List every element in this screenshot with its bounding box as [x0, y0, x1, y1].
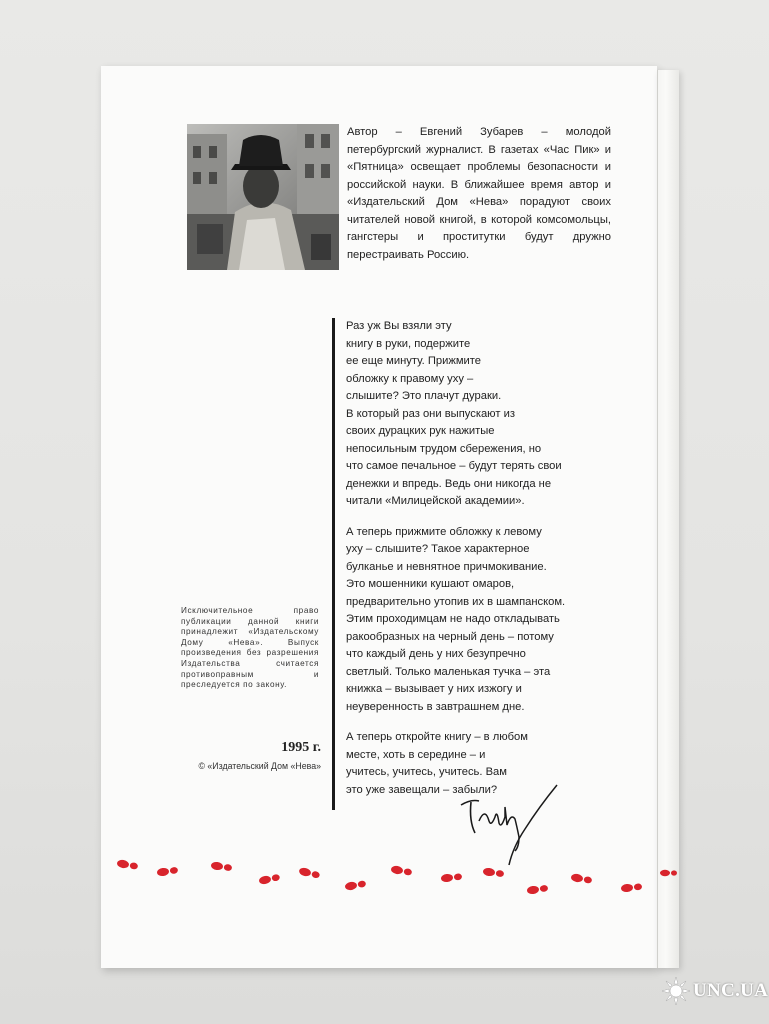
footprint — [483, 867, 505, 878]
author-photo-image — [187, 124, 339, 270]
blurb-line: это уже завещали – забыли? — [346, 783, 498, 796]
blurb-line: своих дурацких рук нажитые — [346, 425, 495, 437]
footprint — [570, 873, 592, 885]
footprint — [344, 879, 366, 891]
footprint — [157, 866, 179, 877]
blurb-line: уху – слышите? Такое характерное — [346, 543, 530, 555]
blurb-paragraph — [346, 524, 621, 717]
blurb-line: ракообразных на черный день – потому — [346, 630, 554, 643]
footprint — [527, 884, 549, 895]
blurb-line: читали «Милицейской академии». — [346, 495, 525, 507]
blurb-line: А теперь прижмите обложку к левому — [346, 525, 542, 538]
book-spine — [657, 70, 679, 968]
blurb-line: Раз уж Вы взяли эту — [346, 320, 452, 332]
blurb-line: месте, хоть в середине – и — [346, 748, 486, 761]
blurb-line: что самое печальное – будут терять свои — [346, 460, 562, 472]
book-back-cover — [101, 66, 657, 968]
footprints-decoration — [101, 836, 657, 916]
footprint — [298, 867, 320, 880]
publication-year: 1995 г. — [281, 740, 321, 755]
blurb-line: книжка – вызывает у них изжогу и — [346, 683, 522, 695]
blurb-line: А теперь откройте книгу – в любом — [346, 731, 528, 743]
footprint — [258, 873, 280, 885]
publisher-name: © «Издательский Дом «Нева» — [198, 761, 321, 771]
sun-logo-icon — [661, 976, 691, 1006]
footprint — [116, 859, 138, 871]
blurb-line: булканье и невнятное причмокивание. — [346, 560, 547, 573]
blurb-line: В который раз они выпускают из — [346, 407, 515, 420]
author-photo — [187, 124, 339, 270]
vertical-divider — [332, 318, 335, 810]
blurb-line: книгу в руки, подержите — [346, 337, 471, 350]
blurb-line: Это мошенники кушают омаров, — [346, 578, 515, 590]
blurb-line: Этим проходимцам не надо откладывать — [346, 613, 560, 625]
footprint — [441, 872, 463, 882]
blurb-line: предварительно утопив их в шампанском. — [346, 595, 566, 608]
blurb-line: непосильным трудом сбережения, но — [346, 442, 542, 455]
spine-footprint — [659, 863, 681, 883]
footprint — [390, 865, 412, 877]
author-bio: Автор – Евгений Зубарев – молодой петербургский журналист. В газетах «Час Пик» и «Пятница» освещает проблемы безопасности и российской науки. В ближайшее время автор и «Издательский Дом «Нева» порадуют своих читателей новой книгой, в которой комсомольцы, гангстеры и проститутки будут дружно перестраивать Россию. — [347, 126, 611, 261]
blurb-line: денежки и впредь. Ведь они никогда не — [346, 477, 552, 490]
blurb-line: учитесь, учитесь, учитесь. Вам — [346, 766, 507, 778]
watermark-text: UNC.UA — [693, 980, 769, 1001]
blurb-line: слышите? Это плачут дураки. — [346, 390, 502, 402]
footprint — [211, 861, 233, 872]
blurb-line: что каждый день у них безупречно — [346, 648, 526, 660]
blurb-line: ее еще минуту. Прижмите — [346, 355, 481, 367]
footprint — [621, 882, 643, 892]
blurb-line: обложку к правому уху – — [346, 372, 474, 385]
blurb-line: светлый. Только маленькая тучка – эта — [346, 665, 551, 678]
blurb-line: неуверенность в завтрашнем дне. — [346, 700, 525, 713]
watermark — [661, 974, 769, 1008]
blurb-paragraph — [346, 318, 621, 511]
blurb-text — [346, 318, 621, 812]
copyright-notice: Исключительное право публикации данной книги принадлежит «Издательскому Дому «Нева». Выпуск произведения без разрешения Издательства считается противоправным и преследуется по закону. — [181, 606, 319, 690]
